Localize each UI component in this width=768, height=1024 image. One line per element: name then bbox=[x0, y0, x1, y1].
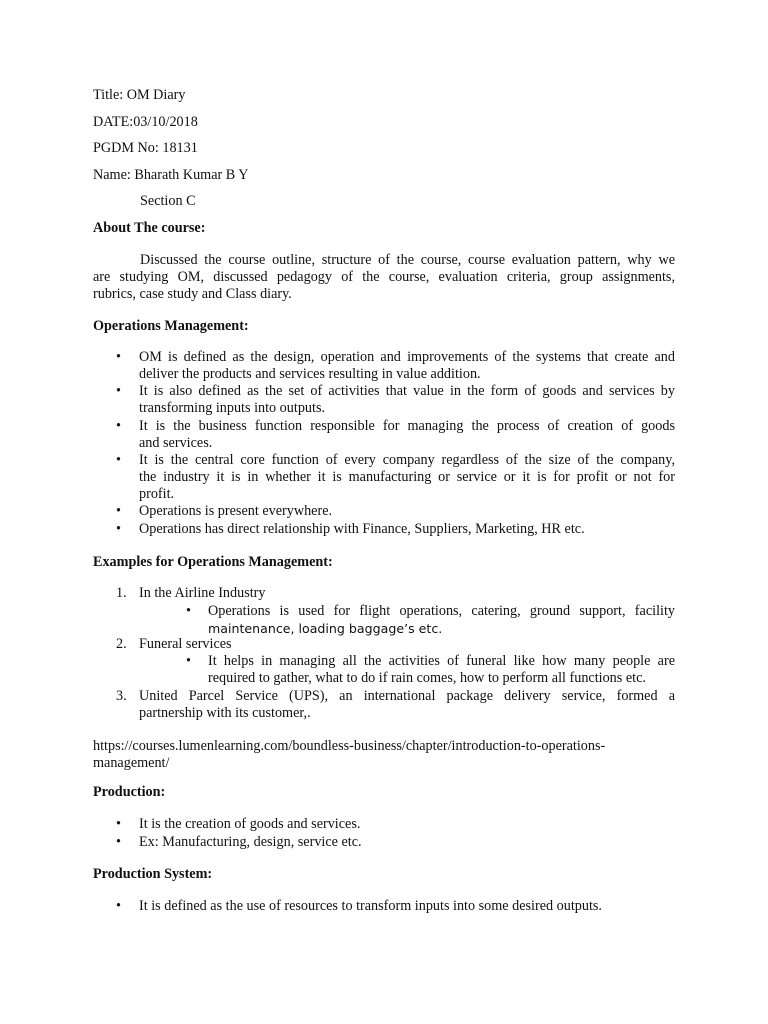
production-item: Ex: Manufacturing, design, service etc. bbox=[139, 834, 362, 850]
om-item-line: It is the central core function of every company regardless of the size of the company, bbox=[139, 452, 675, 468]
bullet-icon: • bbox=[116, 503, 121, 519]
om-item-line: Operations has direct relationship with Finance, Suppliers, Marketing, HR etc. bbox=[139, 521, 585, 537]
bullet-icon: • bbox=[186, 653, 191, 669]
om-heading: Operations Management: bbox=[93, 318, 249, 334]
example-sub-line: required to gather, what to do if rain comes, how to perform all functions etc. bbox=[208, 670, 646, 686]
example-line: United Parcel Service (UPS), an international package delivery service, formed a bbox=[139, 688, 675, 704]
doc-title: Title: OM Diary bbox=[93, 87, 186, 103]
bullet-icon: • bbox=[116, 816, 121, 832]
om-item bbox=[139, 452, 675, 503]
example-sub-item bbox=[208, 603, 675, 637]
bullet-icon: • bbox=[116, 521, 121, 537]
om-item-line: It is also defined as the set of activities that value in the form of goods and services by bbox=[139, 383, 675, 399]
pgdm-number: PGDM No: 18131 bbox=[93, 140, 198, 156]
bullet-icon: • bbox=[116, 383, 121, 399]
example-sub-item bbox=[208, 653, 675, 687]
om-item-line: and services. bbox=[139, 435, 213, 451]
production-system-heading: Production System: bbox=[93, 866, 213, 882]
about-paragraph bbox=[93, 252, 675, 303]
om-item-line: OM is defined as the design, operation and improvements of the systems that create and bbox=[139, 349, 675, 365]
about-line: rubrics, case study and Class diary. bbox=[93, 286, 292, 302]
list-number: 3. bbox=[116, 688, 127, 704]
om-item-line: transforming inputs into outputs. bbox=[139, 400, 326, 416]
om-item-line: deliver the products and services resulting in value addition. bbox=[139, 366, 481, 382]
about-heading: About The course: bbox=[93, 220, 206, 236]
example-sub-line: maintenance, loading baggage’s etc. bbox=[208, 621, 443, 636]
production-item: It is the creation of goods and services. bbox=[139, 816, 361, 832]
reference-link[interactable] bbox=[93, 738, 675, 772]
production-system-item: It is defined as the use of resources to transform inputs into some desired outputs. bbox=[139, 898, 602, 914]
example-item: Funeral services bbox=[139, 636, 232, 652]
link-line[interactable]: management/ bbox=[93, 755, 170, 771]
production-heading: Production: bbox=[93, 784, 166, 800]
om-item-line: It is the business function responsible for managing the process of creation of goods bbox=[139, 418, 675, 434]
list-number: 1. bbox=[116, 585, 127, 601]
bullet-icon: • bbox=[186, 603, 191, 619]
about-line: Discussed the course outline, structure of the course, course evaluation pattern, why we bbox=[140, 252, 675, 268]
bullet-icon: • bbox=[116, 452, 121, 468]
om-item bbox=[139, 503, 675, 520]
om-item-line: profit. bbox=[139, 486, 175, 502]
doc-date: DATE:03/10/2018 bbox=[93, 114, 198, 130]
om-item-line: the industry it is in whether it is manufacturing or service or it is for profit or not for bbox=[139, 469, 675, 485]
examples-heading: Examples for Operations Management: bbox=[93, 554, 333, 570]
bullet-icon: • bbox=[116, 418, 121, 434]
om-item-line: Operations is present everywhere. bbox=[139, 503, 333, 519]
example-item: In the Airline Industry bbox=[139, 585, 266, 601]
bullet-icon: • bbox=[116, 898, 121, 914]
example-sub-line: It helps in managing all the activities of funeral like how many people are bbox=[208, 653, 675, 669]
list-number: 2. bbox=[116, 636, 127, 652]
bullet-icon: • bbox=[116, 349, 121, 365]
example-line: partnership with its customer,. bbox=[139, 705, 311, 721]
om-item bbox=[139, 521, 675, 538]
about-line: are studying OM, discussed pedagogy of the course, evaluation criteria, group assignments, bbox=[93, 269, 675, 285]
om-item bbox=[139, 383, 675, 417]
example-sub-line: Operations is used for flight operations, catering, ground support, facility bbox=[208, 603, 675, 619]
student-name: Name: Bharath Kumar B Y bbox=[93, 167, 249, 183]
link-line[interactable]: https://courses.lumenlearning.com/boundless-business/chapter/introduction-to-operations- bbox=[93, 738, 606, 754]
om-item bbox=[139, 349, 675, 383]
bullet-icon: • bbox=[116, 834, 121, 850]
example-item bbox=[139, 688, 675, 722]
om-item bbox=[139, 418, 675, 452]
section-label: Section C bbox=[140, 193, 196, 209]
